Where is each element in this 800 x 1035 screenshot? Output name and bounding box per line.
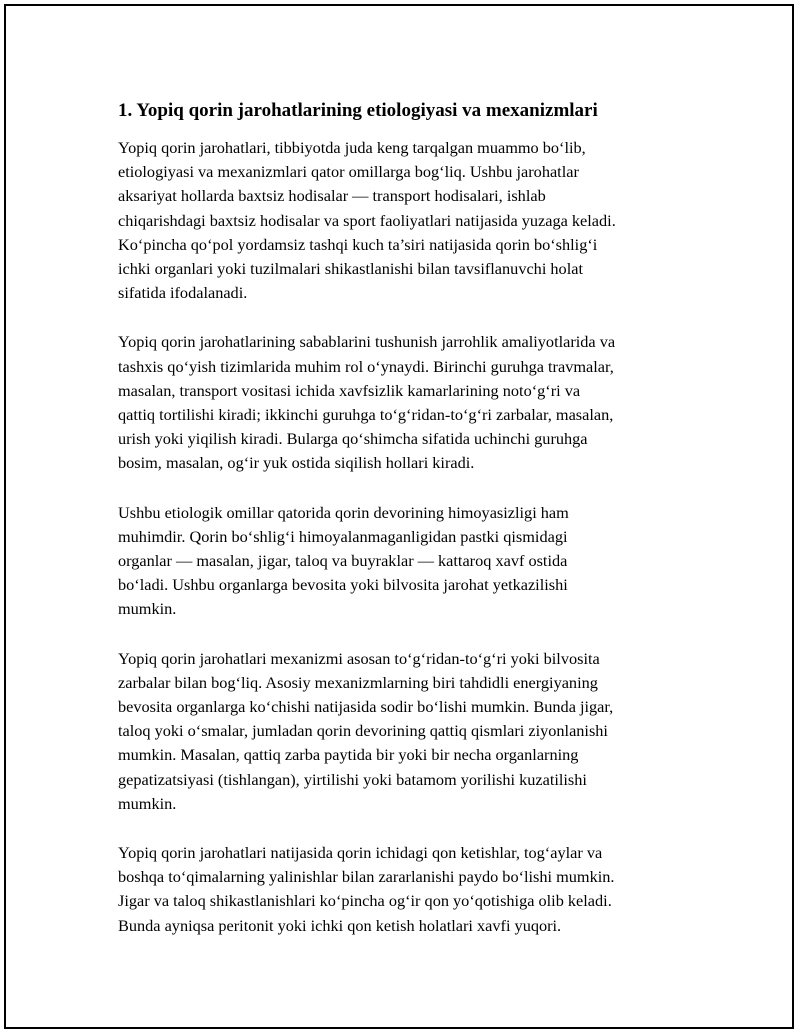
text-line: mumkin. Masalan, qattiq zarba paytida bir yoki bir necha organlarning (118, 745, 579, 765)
text-line: masalan, transport vositasi ichida xavfsizlik kamarlarining noto‘g‘ri va (118, 380, 581, 400)
text-line: bevosita organlarga ko‘chishi natijasida sodir bo‘lishi mumkin. Bunda jigar, (118, 697, 614, 717)
text-line: Ko‘pincha qo‘pol yordamsiz tashqi kuch ta’siri natijasida qorin bo‘shlig‘i (118, 234, 598, 254)
text-line: taloq yoki o‘smalar, jumladan qorin devorining qattiq qismlari ziyonlanishi (118, 721, 608, 741)
text-line: mumkin. (118, 599, 177, 619)
text-line: Yopiq qorin jarohatlari mexanizmi asosan to‘g‘ridan-to‘g‘ri yoki bilvosita (118, 648, 600, 668)
text-line: ichki organlari yoki tuzilmalari shikastlanishi bilan tavsiflanuvchi holat (118, 259, 583, 279)
text-line: zarbalar bilan bog‘liq. Asosiy mexanizmlarning biri tahdidli energiyaning (118, 672, 598, 692)
text-line: aksariyat hollarda baxtsiz hodisalar — transport hodisalari, ishlab (118, 186, 546, 206)
section-heading: 1. Yopiq qorin jarohatlarining etiologiyasi va mexanizmlari (118, 100, 598, 121)
text-line: Bunda ayniqsa peritonit yoki ichki qon ketish holatlari xavfi yuqori. (118, 915, 562, 935)
text-line: Jigar va taloq shikastlanishlari ko‘pincha og‘ir qon yo‘qotishiga olib keladi. (118, 891, 612, 911)
paragraph (118, 647, 696, 816)
text-line: bo‘ladi. Ushbu organlarga bevosita yoki bilvosita jarohat yetkazilishi (118, 575, 568, 595)
text-line: etiologiyasi va mexanizmlari qator omillarga bog‘liq. Ushbu jarohatlar (118, 162, 579, 182)
text-line: urish yoki yiqilish kiradi. Bularga qo‘shimcha sifatida uchinchi guruhga (118, 429, 588, 449)
paragraph (118, 501, 696, 622)
text-line: Yopiq qorin jarohatlari, tibbiyotda juda keng tarqalgan muammo bo‘lib, (118, 138, 586, 157)
document-content (118, 97, 696, 963)
document-page (4, 4, 794, 1029)
text-line: mumkin. (118, 793, 177, 813)
paragraph (118, 330, 696, 475)
text-line: qattiq tortilishi kiradi; ikkinchi guruhga to‘g‘ridan-to‘g‘ri zarbalar, masalan, (118, 405, 614, 425)
text-line: Ushbu etiologik omillar qatorida qorin devorining himoyasizligi ham (118, 502, 569, 522)
paragraph (118, 841, 696, 938)
text-line: boshqa to‘qimalarning yalinishlar bilan zararlanishi paydo bo‘lishi mumkin. (118, 867, 615, 887)
paragraph (118, 136, 696, 305)
paragraph-list (118, 136, 696, 938)
text-line: organlar — masalan, jigar, taloq va buyraklar — kattaroq xavf ostida (118, 551, 568, 571)
text-line: Yopiq qorin jarohatlari natijasida qorin ichidagi qon ketishlar, tog‘aylar va (118, 843, 603, 863)
text-line: muhimdir. Qorin bo‘shlig‘i himoyalanmaganligidan pastki qismidagi (118, 526, 568, 546)
text-line: bosim, masalan, og‘ir yuk ostida siqilish hollari kiradi. (118, 453, 475, 473)
text-line: gepatizatsiyasi (tishlangan), yirtilishi yoki batamom yorilishi kuzatilishi (118, 769, 587, 789)
text-line: chiqarishdagi baxtsiz hodisalar va sport faoliyatlari natijasida yuzaga keladi. (118, 210, 616, 230)
text-line: Yopiq qorin jarohatlarining sabablarini tushunish jarrohlik amaliyotlarida va (118, 332, 616, 352)
text-line: sifatida ifodalanadi. (118, 283, 248, 303)
text-line: tashxis qo‘yish tizimlarida muhim rol o‘ynaydi. Birinchi guruhga travmalar, (118, 356, 614, 376)
